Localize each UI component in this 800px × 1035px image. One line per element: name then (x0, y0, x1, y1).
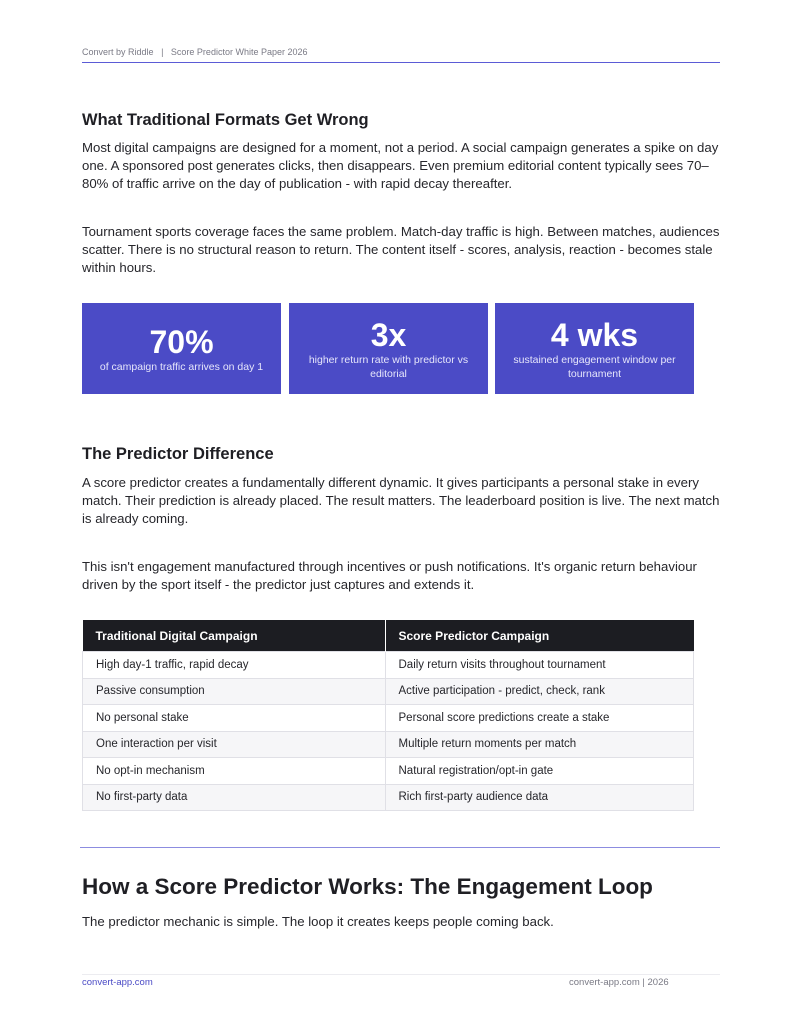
paragraph: A score predictor creates a fundamentally different dynamic. It gives participants a personal stake in every match. Their prediction is already placed. The result matters. The leaderboard position is live. The next match is already coming. (82, 475, 720, 526)
section-heading-predictor-difference: The Predictor Difference (82, 445, 274, 463)
section-heading-traditional: What Traditional Formats Get Wrong (82, 111, 369, 129)
stat-card (82, 303, 281, 394)
table-row (83, 731, 694, 758)
comparison-table (82, 620, 694, 811)
header-doc-title: Score Predictor White Paper 2026 (170, 47, 308, 57)
section-heading-engagement-loop: How a Score Predictor Works: The Engagement Loop (82, 874, 653, 899)
page-header (82, 47, 720, 63)
paragraph: Tournament sports coverage faces the same problem. Match-day traffic is high. Between matches, audiences scatter. There is no structural reason to return. The content itself - scores, analysis, reaction - becomes stale within hours. (82, 224, 720, 275)
stat-value: 3x (370, 317, 407, 353)
table-row (83, 652, 694, 679)
paragraph: The predictor mechanic is simple. The loop it creates keeps people coming back. (82, 914, 554, 929)
table-row (83, 758, 694, 785)
footer-divider (82, 974, 720, 975)
table-cell: Natural registration/opt-in gate (385, 758, 694, 785)
header-separator: | (161, 47, 164, 57)
table-cell: Rich first-party audience data (385, 784, 694, 811)
stat-card (495, 303, 694, 394)
stat-value: 4 wks (550, 317, 639, 353)
footer-link[interactable]: convert-app.com (82, 977, 153, 988)
table-row (83, 678, 694, 705)
paragraph: This isn't engagement manufactured through incentives or push notifications. It's organic return behaviour driven by the sport itself - the predictor just captures and extends it. (82, 559, 697, 592)
footer-text: convert-app.com | 2026 (569, 977, 669, 988)
stat-label: sustained engagement window per tournament (513, 354, 676, 380)
table-cell: Active participation - predict, check, rank (385, 678, 694, 705)
stat-label: higher return rate with predictor vs editorial (308, 354, 469, 380)
table-cell: Daily return visits throughout tournament (385, 652, 694, 679)
table-cell: One interaction per visit (83, 731, 386, 758)
column-header: Traditional Digital Campaign (83, 620, 386, 652)
header-brand: Convert by Riddle (82, 47, 154, 57)
table-header-row (83, 620, 694, 652)
stat-card (289, 303, 488, 394)
section-divider (80, 847, 720, 848)
table-cell: Passive consumption (83, 678, 386, 705)
stat-label: of campaign traffic arrives on day 1 (99, 360, 264, 373)
paragraph: Most digital campaigns are designed for a moment, not a period. A social campaign generates a spike on day one. A sponsored post generates clicks, then disappears. Even premium editorial content typically sees 70–80% of traffic arrive on the day of publication - with rapid decay thereafter. (82, 140, 719, 191)
table-row (83, 784, 694, 811)
table-cell: Multiple return moments per match (385, 731, 694, 758)
table-row (83, 705, 694, 732)
table-cell: Personal score predictions create a stake (385, 705, 694, 732)
table-cell: High day-1 traffic, rapid decay (83, 652, 386, 679)
stat-value: 70% (149, 323, 214, 360)
table-cell: No first-party data (83, 784, 386, 811)
column-header: Score Predictor Campaign (385, 620, 694, 652)
table-cell: No opt-in mechanism (83, 758, 386, 785)
table-cell: No personal stake (83, 705, 386, 732)
